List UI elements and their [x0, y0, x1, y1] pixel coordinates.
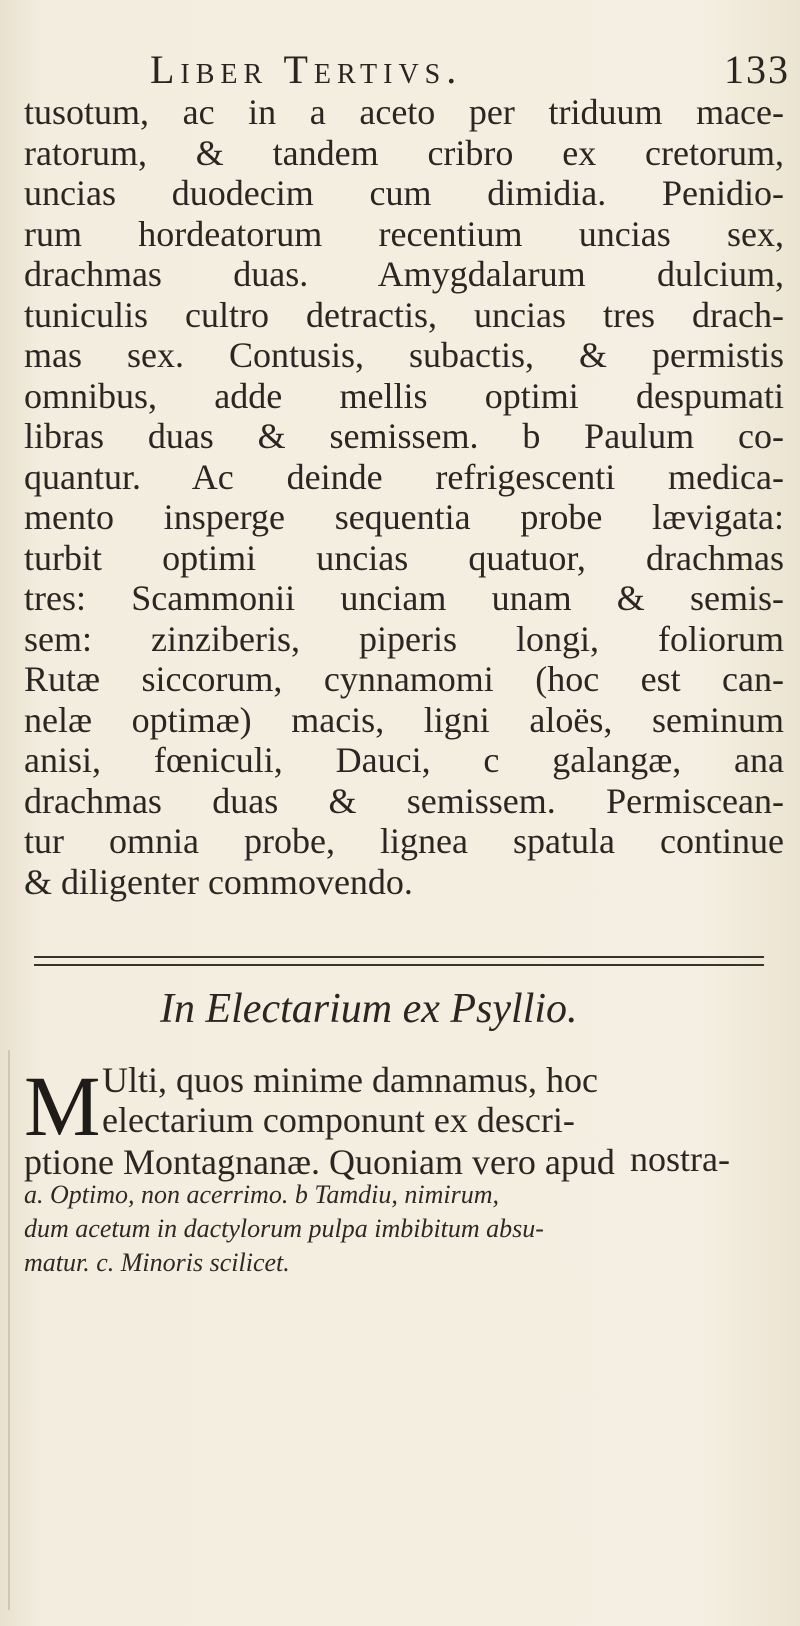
marginal-notes [24, 1178, 764, 1280]
text-line: electarium componunt ex descri- [102, 1100, 575, 1140]
catchword: nostra- [630, 1139, 730, 1179]
text-line: quantur. Ac deinde refrigescenti medica- [24, 456, 784, 497]
text-line: tur omnia probe, lignea spatula continue [24, 821, 784, 861]
running-head [150, 46, 790, 96]
text-line: ptione Montagnanæ. Quoniam vero apud [24, 1142, 615, 1182]
note-line: matur. c. Minoris scilicet. [24, 1248, 290, 1277]
text-line: tusotum, ac in a aceto per triduum mace- [24, 92, 784, 132]
note-line: a. Optimo, non acerrimo. b Tamdiu, nimirum, [24, 1180, 500, 1209]
text-line: Rutæ siccorum, cynnamomi (hoc est can- [24, 659, 784, 699]
text-line: omnibus, adde mellis optimi despumati [24, 375, 784, 416]
text-line: Ulti, quos minime damnamus, hoc [102, 1060, 598, 1100]
page-gutter-edge [8, 1050, 10, 1610]
text-line: mas sex. Contusis, subactis, & permistis [24, 335, 784, 375]
page-number: 133 [724, 47, 790, 92]
drop-capital: M [24, 1058, 101, 1154]
main-paragraph [24, 92, 784, 902]
section-heading: In Electarium ex Psyllio. [160, 986, 578, 1032]
note-line: dum acetum in dactylorum pulpa imbibitum absu- [24, 1214, 544, 1243]
text-line: sem: zinziberis, piperis longi, foliorum [24, 618, 784, 659]
text-line: ratorum, & tandem cribro ex cretorum, [24, 132, 784, 173]
text-line: rum hordeatorum recentium uncias sex, [24, 213, 784, 254]
section-divider-rule [34, 956, 764, 966]
running-head-title: Liber Tertivs. [150, 47, 463, 92]
text-line: turbit optimi uncias quatuor, drachmas [24, 537, 784, 578]
text-line: tres: Scammonii unciam unam & semis- [24, 578, 784, 618]
text-line: uncias duodecim cum dimidia. Penidio- [24, 173, 784, 213]
text-line-last: & diligenter commovendo. [24, 861, 413, 902]
text-line: drachmas duas. Amygdalarum dulcium, [24, 254, 784, 294]
text-line: anisi, fœniculi, Dauci, c galangæ, ana [24, 740, 784, 780]
text-line: mento insperge sequentia probe lævigata: [24, 497, 784, 537]
text-line: libras duas & semissem. b Paulum co- [24, 416, 784, 456]
text-line: nelæ optimæ) macis, ligni aloës, seminum [24, 699, 784, 740]
text-line: drachmas duas & semissem. Permiscean- [24, 780, 784, 821]
text-line: tuniculis cultro detractis, uncias tres drach- [24, 294, 784, 335]
